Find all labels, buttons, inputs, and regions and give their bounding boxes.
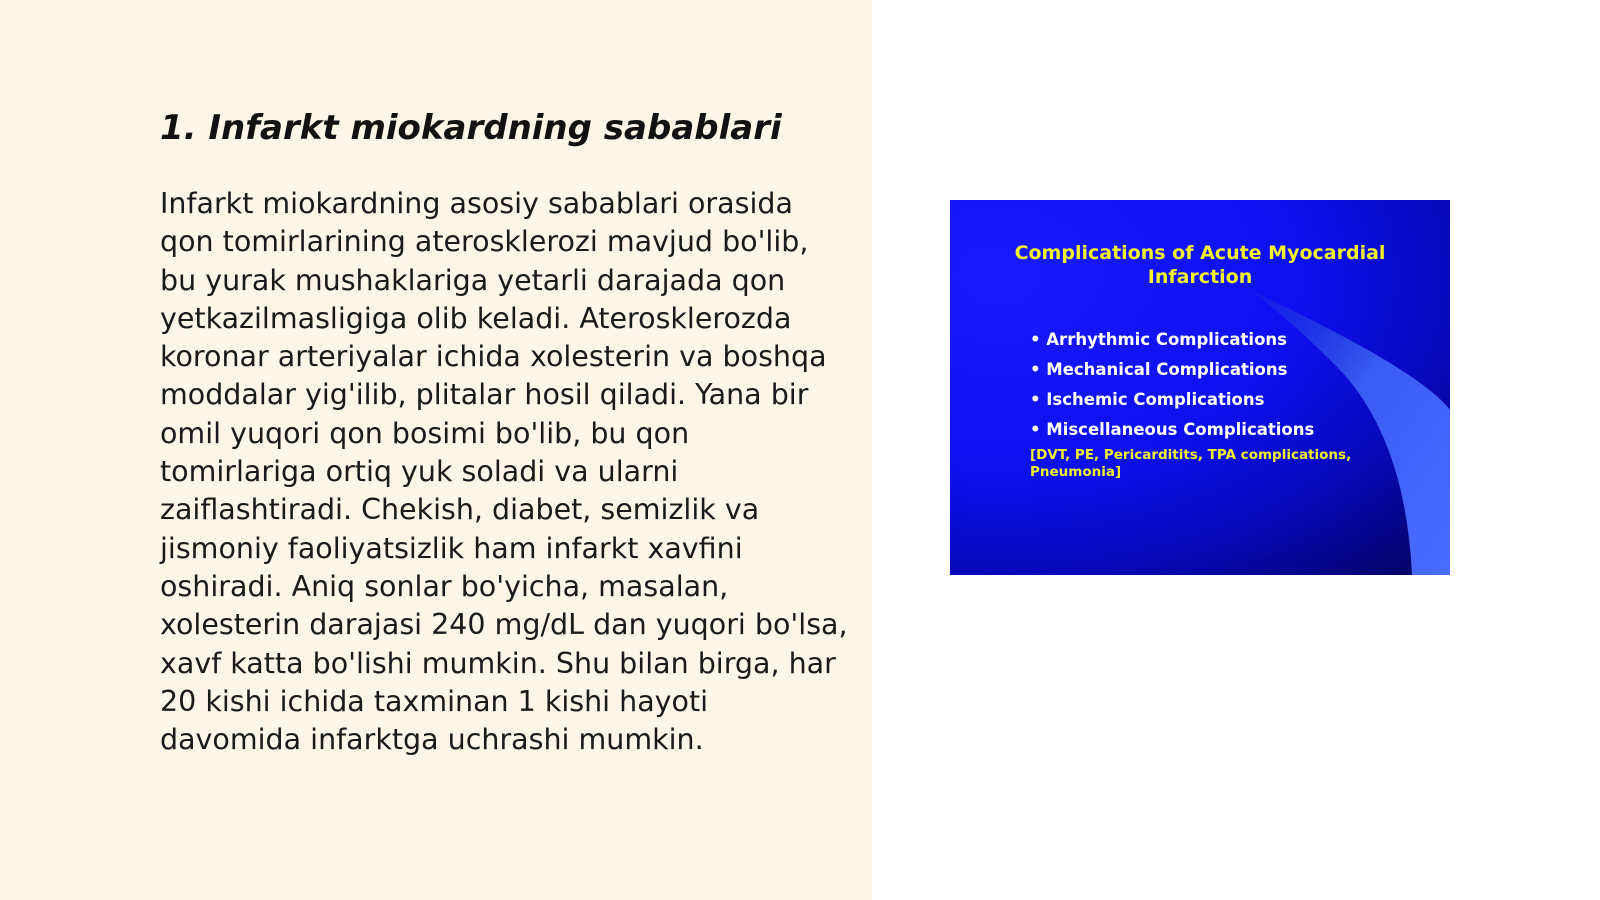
slide-heading: 1. Infarkt miokardning sabablari (160, 108, 782, 148)
figure-title: Complications of Acute Myocardial Infarction (1014, 242, 1386, 288)
complications-list (1030, 325, 1314, 445)
complications-slide-image (950, 200, 1450, 575)
list-item: • Arrhythmic Complications (1030, 330, 1287, 349)
list-item: • Mechanical Complications (1030, 360, 1288, 379)
list-item: • Miscellaneous Complications (1030, 420, 1315, 439)
slide-body-text: Infarkt miokardning asosiy sabablari orasida qon tomirlarining aterosklerozi mavjud bo'lib, bu yurak mushaklariga yetarli darajada qon yetkazilmasligiga olib keladi. Aterosklerozda koronar arteriyalar ichida xolesterin va boshqa moddalar yig'ilib, plitalar hosil qiladi. Yana bir omil yuqori qon bosimi bo'lib, bu qon tomirlariga ortiq yuk soladi va ularni zaiflashtiradi. Chekish, diabet, semizlik va jismoniy faoliyatsizlik ham infarkt xavfini oshiradi. Aniq sonlar bo'yicha, masalan, xolesterin darajasi 240 mg/dL dan yuqori bo'lsa, xavf katta bo'lishi mumkin. Shu bilan birga, har 20 kishi ichida taxminan 1 kishi hayoti davomida infarktga uchrashi mumkin. (160, 187, 848, 757)
list-item: • Ischemic Complications (1030, 390, 1265, 409)
figure-note: [DVT, PE, Pericarditits, TPA complications, Pneumonia] (1030, 447, 1352, 480)
